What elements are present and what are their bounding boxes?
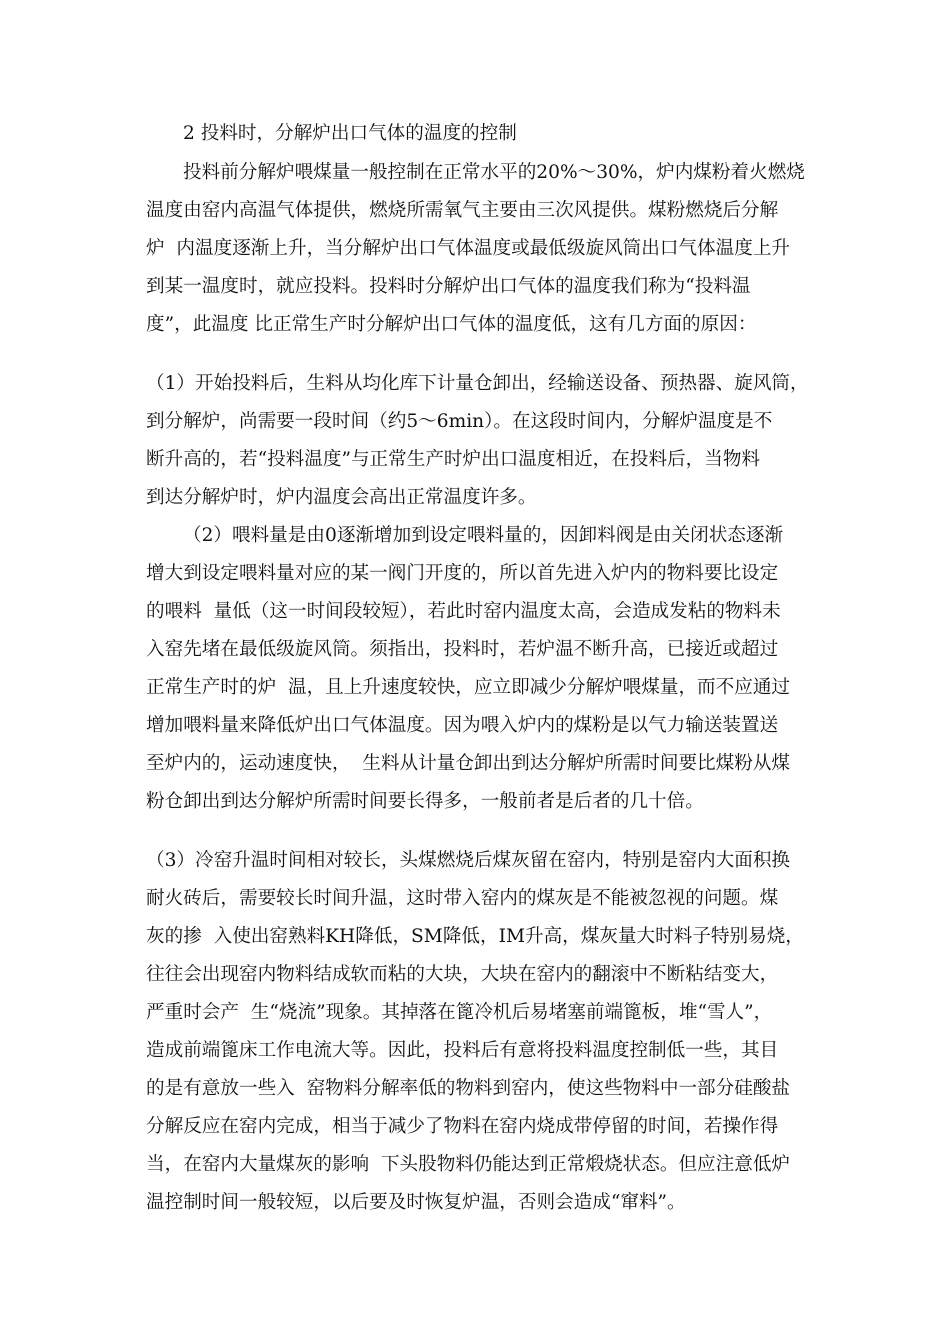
paragraph-line: （2）喂料量是由0逐渐增加到设定喂料量的，因卸料阀是由关闭状态逐渐: [183, 525, 784, 546]
paragraph-line: 正常生产时的炉 温，且上升速度较快，应立即减少分解炉喂煤量，而不应通过: [146, 677, 791, 698]
paragraph-line: 温控制时间一般较短，以后要及时恢复炉温，否则会造成“窜料”。: [146, 1192, 686, 1213]
paragraph-line: 到达分解炉时，炉内温度会高出正常温度许多。: [146, 487, 537, 508]
paragraph-line: 到分解炉，尚需要一段时间（约5～6min）。在这段时间内，分解炉温度是不: [146, 411, 773, 432]
paragraph-line: 度”，此温度 比正常生产时分解炉出口气体的温度低，这有几方面的原因：: [146, 314, 757, 335]
paragraph-line: 粉仓卸出到达分解炉所需时间要长得多，一般前者是后者的几十倍。: [146, 791, 704, 812]
paragraph-line: 温度由窑内高温气体提供，燃烧所需氧气主要由三次风提供。煤粉燃烧后分解: [146, 200, 779, 221]
paragraph-line: 灰的掺 入使出窑熟料KH降低，SM降低，IM升高，煤灰量大时料子特别易烧，: [146, 926, 804, 947]
paragraph-line: 往往会出现窑内物料结成软而粘的大块，大块在窑内的翻滚中不断粘结变大，: [146, 964, 779, 985]
paragraph-line: 增大到设定喂料量对应的某一阀门开度的，所以首先进入炉内的物料要比设定: [146, 563, 779, 584]
paragraph-line: 分解反应在窑内完成，相当于减少了物料在窑内烧成带停留的时间，若操作得: [146, 1116, 779, 1137]
paragraph-line: 当，在窑内大量煤灰的影响 下头股物料仍能达到正常煅烧状态。但应注意低炉: [146, 1154, 791, 1175]
paragraph-line: 的喂料 量低（这一时间段较短），若此时窑内温度太高，会造成发粘的物料未: [146, 601, 781, 622]
paragraph-line: 严重时会产 生“烧流”现象。其掉落在篦冷机后易堵塞前端篦板，堆“雪人”，: [146, 1002, 773, 1023]
section-heading: 2 投料时，分解炉出口气体的温度的控制: [183, 123, 517, 144]
paragraph-line: 断升高的，若“投料温度”与正常生产时炉出口温度相近，在投料后，当物料: [146, 449, 761, 470]
paragraph-line: 至炉内的，运动速度快， 生料从计量仓卸出到达分解炉所需时间要比煤粉从煤: [146, 753, 791, 774]
paragraph-line: 增加喂料量来降低炉出口气体温度。因为喂入炉内的煤粉是以气力输送装置送: [146, 715, 779, 736]
paragraph-line: 造成前端篦床工作电流大等。因此，投料后有意将投料温度控制低一些，其目: [146, 1040, 779, 1061]
paragraph-line: 入窑先堵在最低级旋风筒。须指出，投料时，若炉温不断升高，已接近或超过: [146, 639, 779, 660]
paragraph-line: 投料前分解炉喂煤量一般控制在正常水平的20%～30%，炉内煤粉着火燃烧: [183, 162, 805, 183]
paragraph-line: 的是有意放一些入 窑物料分解率低的物料到窑内，使这些物料中一部分硅酸盐: [146, 1078, 791, 1099]
paragraph-line: 耐火砖后，需要较长时间升温，这时带入窑内的煤灰是不能被忽视的问题。煤: [146, 888, 779, 909]
paragraph-line: （1）开始投料后，生料从均化库下计量仓卸出，经输送设备、预热器、旋风筒，: [146, 373, 809, 394]
paragraph-line: 炉 内温度逐渐上升，当分解炉出口气体温度或最低级旋风筒出口气体温度上升: [146, 238, 791, 259]
paragraph-line: （3）冷窑升温时间相对较长，头煤燃烧后煤灰留在窑内，特别是窑内大面积换: [146, 850, 791, 871]
paragraph-line: 到某一温度时，就应投料。投料时分解炉出口气体的温度我们称为“投料温: [146, 276, 751, 297]
